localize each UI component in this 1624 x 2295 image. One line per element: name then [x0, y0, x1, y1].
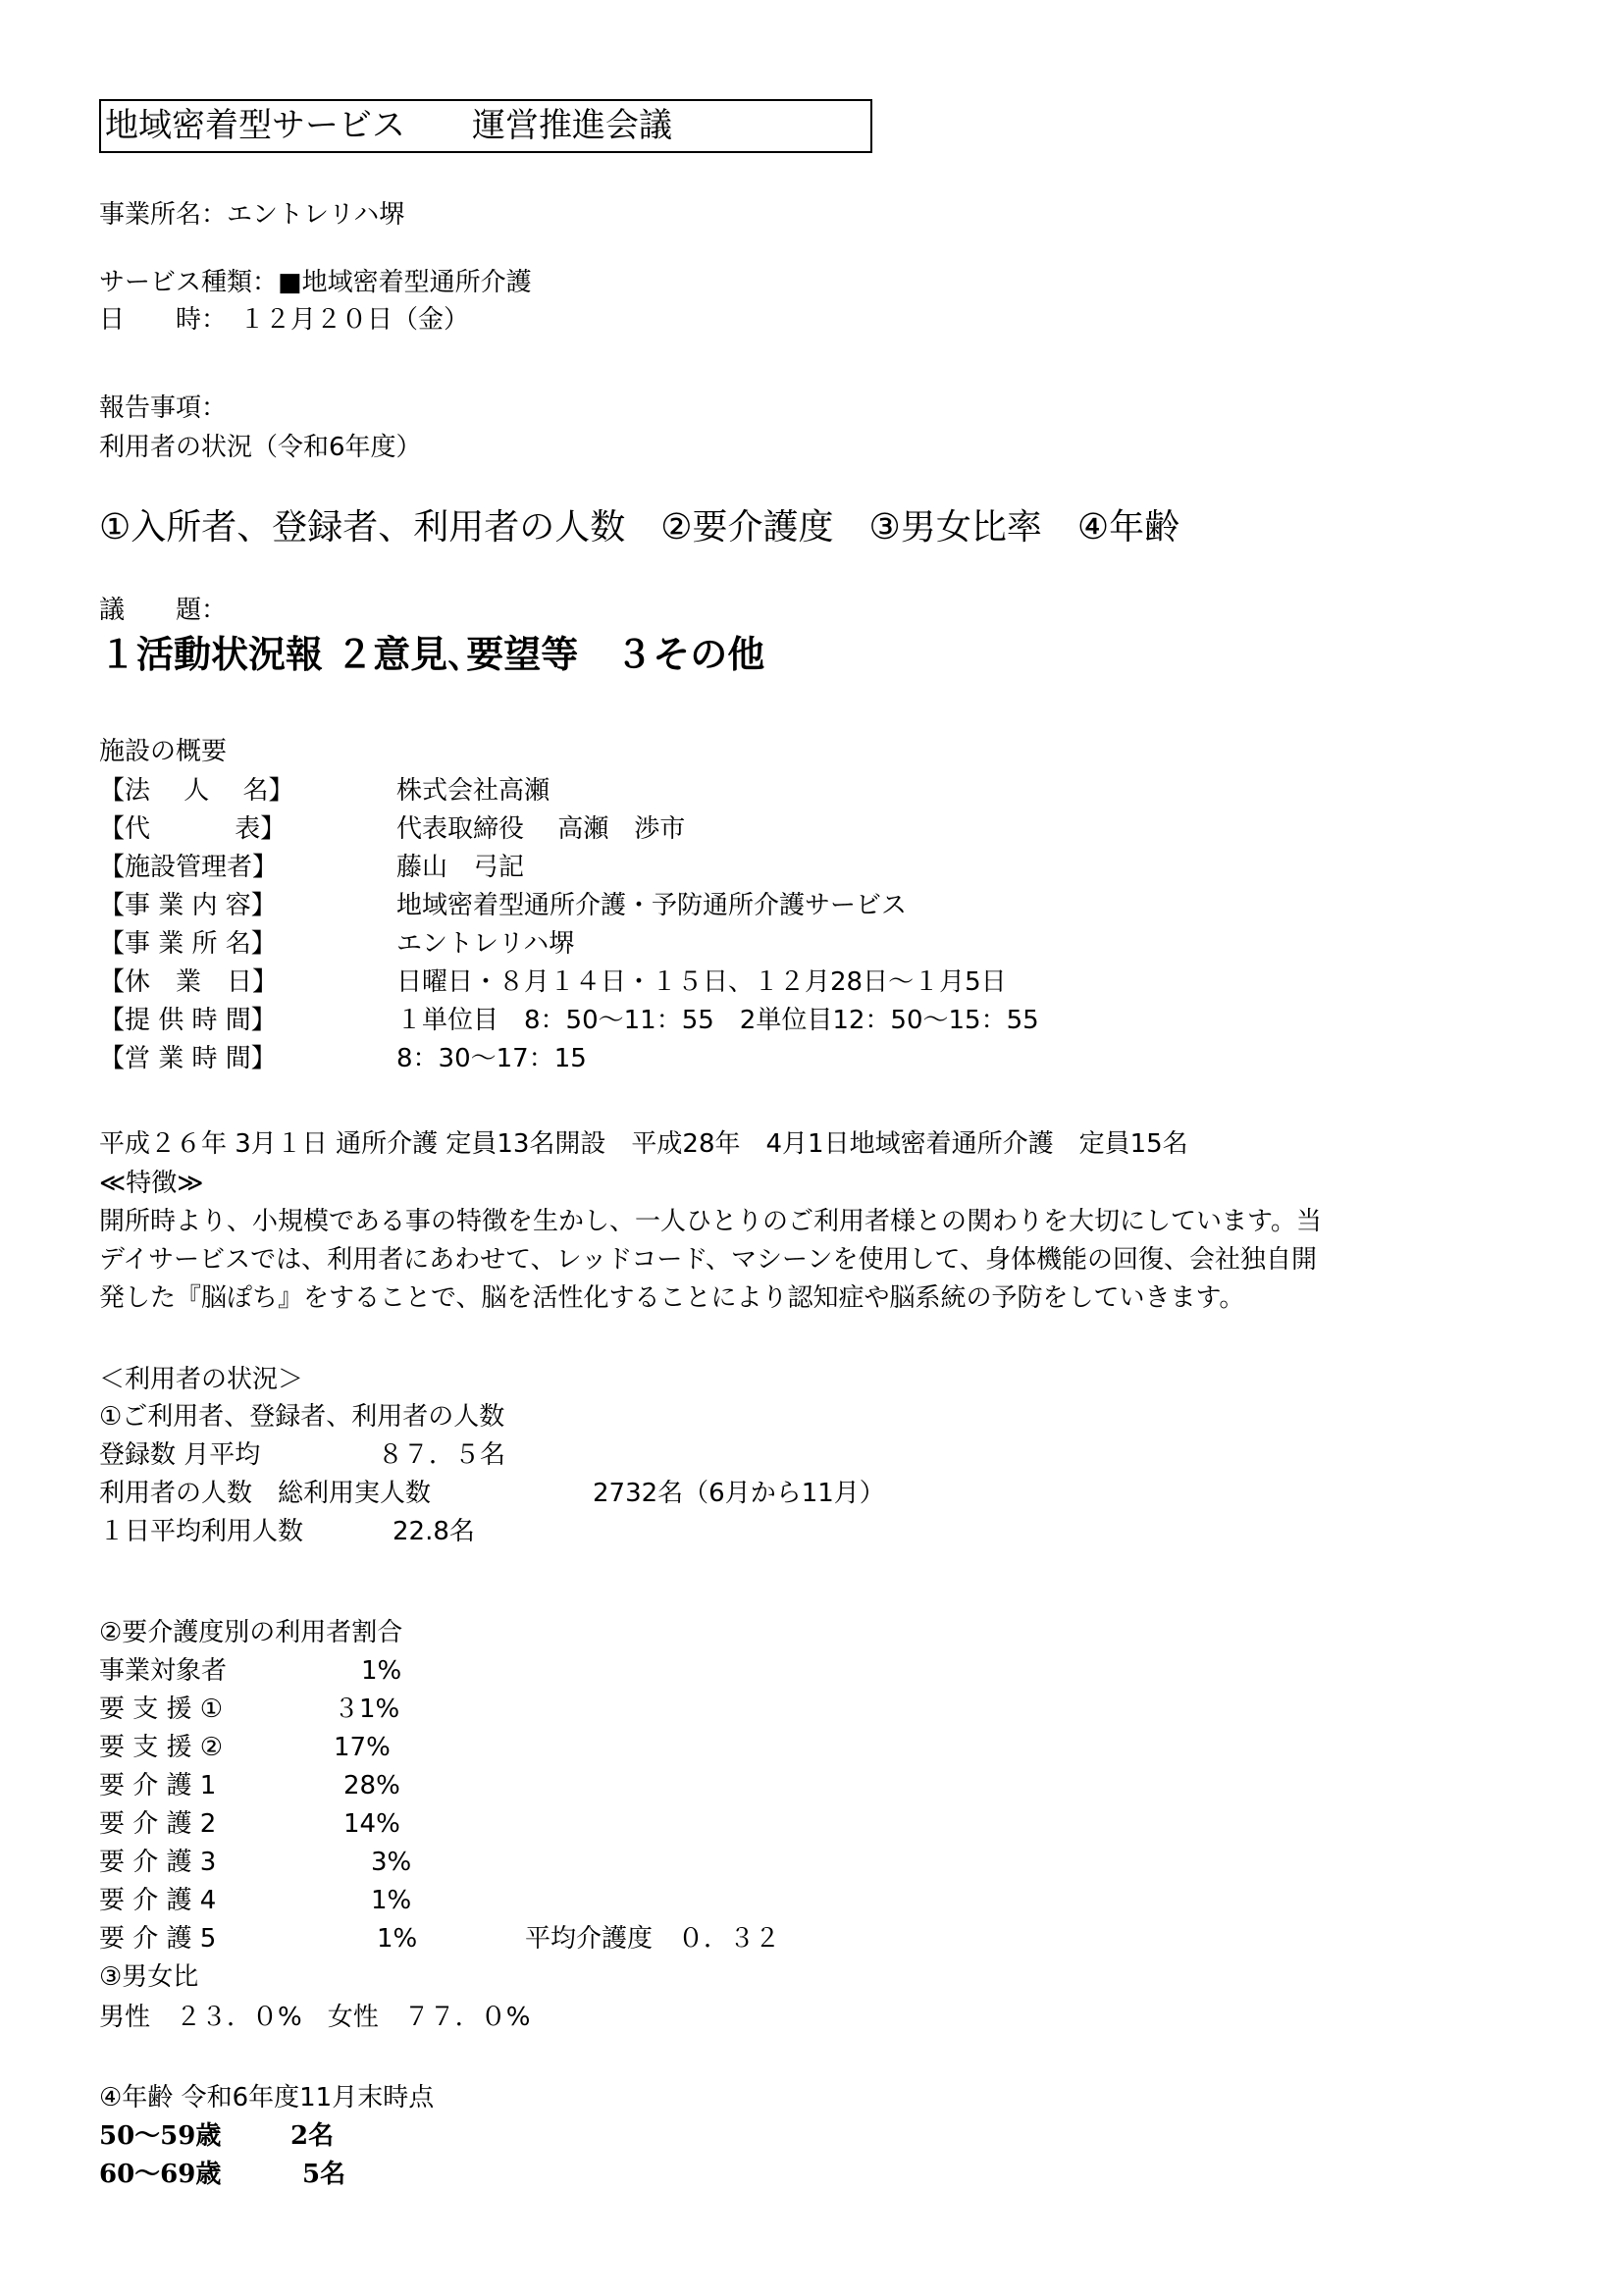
- facility-label: 【施設管理者】: [99, 853, 279, 882]
- facility-value: 株式会社高瀬: [396, 776, 550, 806]
- features-heading: ≪特徴≫: [99, 1169, 204, 1198]
- care-value: 1%: [371, 1886, 412, 1915]
- care-value: 28%: [343, 1771, 400, 1800]
- care-value: 17%: [334, 1733, 391, 1762]
- features-text-line: 開所時より、小規模である事の特徴を生かし、一人ひとりのご利用者様との関わりを大切にしています。当: [99, 1207, 1322, 1236]
- document-title: 地域密着型サービス 運営推進会議: [99, 99, 872, 153]
- agenda-items: １活動状況報 ２意見､要望等 ３その他: [99, 632, 765, 676]
- facility-value: エントレリハ堺: [396, 929, 575, 959]
- age-value: 2名: [290, 2121, 335, 2151]
- report-subheading: 利用者の状況（令和6年度）: [99, 433, 422, 462]
- care-label: 要 介 護 2: [99, 1809, 217, 1839]
- count-value: ８７．５名: [378, 1440, 506, 1470]
- report-items: ①入所者、登録者、利用者の人数 ②要介護度 ③男女比率 ④年齢: [99, 507, 1180, 548]
- features-text-line: デイサービスでは、利用者にあわせて、レッドコード、マシーンを使用して、身体機能の回復、会社独自開: [99, 1245, 1317, 1275]
- service-type-line: サービス種類：■地域密着型通所介護: [99, 268, 532, 297]
- facility-heading: 施設の概要: [99, 737, 228, 766]
- report-heading: 報告事項：: [99, 393, 228, 423]
- care-label: 事業対象者: [99, 1656, 228, 1686]
- facility-label: 【提 供 時 間】: [99, 1006, 277, 1035]
- facility-value: 代表取締役 高瀬 渉市: [396, 814, 686, 844]
- count-label: １日平均利用人数: [99, 1517, 304, 1546]
- count-heading: ①ご利用者、登録者、利用者の人数: [99, 1402, 505, 1432]
- users-heading: ＜利用者の状況＞: [99, 1365, 304, 1394]
- age-value: 5名: [302, 2160, 346, 2189]
- facility-value: 日曜日・８月１４日・１５日、１２月28日～１月5日: [396, 967, 1007, 997]
- agenda-heading: 議 題：: [99, 596, 228, 625]
- facility-value: 8：30～17：15: [396, 1044, 587, 1073]
- facility-label: 【法 人 名】: [99, 776, 294, 806]
- care-value: 1%: [361, 1656, 402, 1686]
- gender-line: 男性 ２３．０% 女性 ７７．０%: [99, 2003, 531, 2032]
- care-value: 14%: [343, 1809, 400, 1839]
- facility-value: 藤山 弓記: [396, 853, 525, 882]
- care-label: 要 支 援 ①: [99, 1695, 224, 1724]
- count-label: 登録数 月平均: [99, 1440, 261, 1470]
- facility-value: 地域密着型通所介護・予防通所介護サービス: [396, 891, 908, 920]
- facility-label: 【休 業 日】: [99, 967, 279, 997]
- office-name-line: 事業所名：エントレリハ堺: [99, 200, 405, 230]
- care-heading: ②要介護度別の利用者割合: [99, 1618, 403, 1647]
- care-label: 要 介 護 4: [99, 1886, 217, 1915]
- gender-heading: ③男女比: [99, 1962, 199, 1992]
- facility-label: 【営 業 時 間】: [99, 1044, 277, 1073]
- count-label: 利用者の人数 総利用実人数: [99, 1479, 432, 1508]
- facility-value: １単位目 8：50～11：55 2単位目12：50～15：55: [396, 1006, 1039, 1035]
- features-text-line: 発した『脳ぽち』をすることで、脳を活性化することにより認知症や脳系統の予防をしていきます。: [99, 1283, 1245, 1313]
- care-average: 平均介護度 ０．３２: [525, 1924, 781, 1954]
- care-label: 要 介 護 5: [99, 1924, 217, 1954]
- age-label: 50～59歳: [99, 2121, 222, 2151]
- count-value: 2732名（6月から11月）: [593, 1479, 885, 1508]
- history-line: 平成２６年 3月１日 通所介護 定員13名開設 平成28年 4月1日地域密着通所介護 定員15名: [99, 1129, 1188, 1159]
- care-value: ３1%: [334, 1695, 400, 1724]
- care-label: 要 介 護 3: [99, 1848, 217, 1877]
- datetime-line: 日 時： １２月２０日（金）: [99, 305, 470, 335]
- care-label: 要 支 援 ②: [99, 1733, 224, 1762]
- care-label: 要 介 護 1: [99, 1771, 217, 1800]
- age-heading: ④年齢 令和6年度11月末時点: [99, 2083, 435, 2112]
- facility-label: 【事 業 所 名】: [99, 929, 277, 959]
- age-label: 60～69歳: [99, 2160, 222, 2189]
- care-value: 1%: [377, 1924, 418, 1954]
- count-value: 22.8名: [393, 1517, 475, 1546]
- care-value: 3%: [371, 1848, 412, 1877]
- facility-label: 【代 表】: [99, 814, 287, 844]
- facility-label: 【事 業 内 容】: [99, 891, 277, 920]
